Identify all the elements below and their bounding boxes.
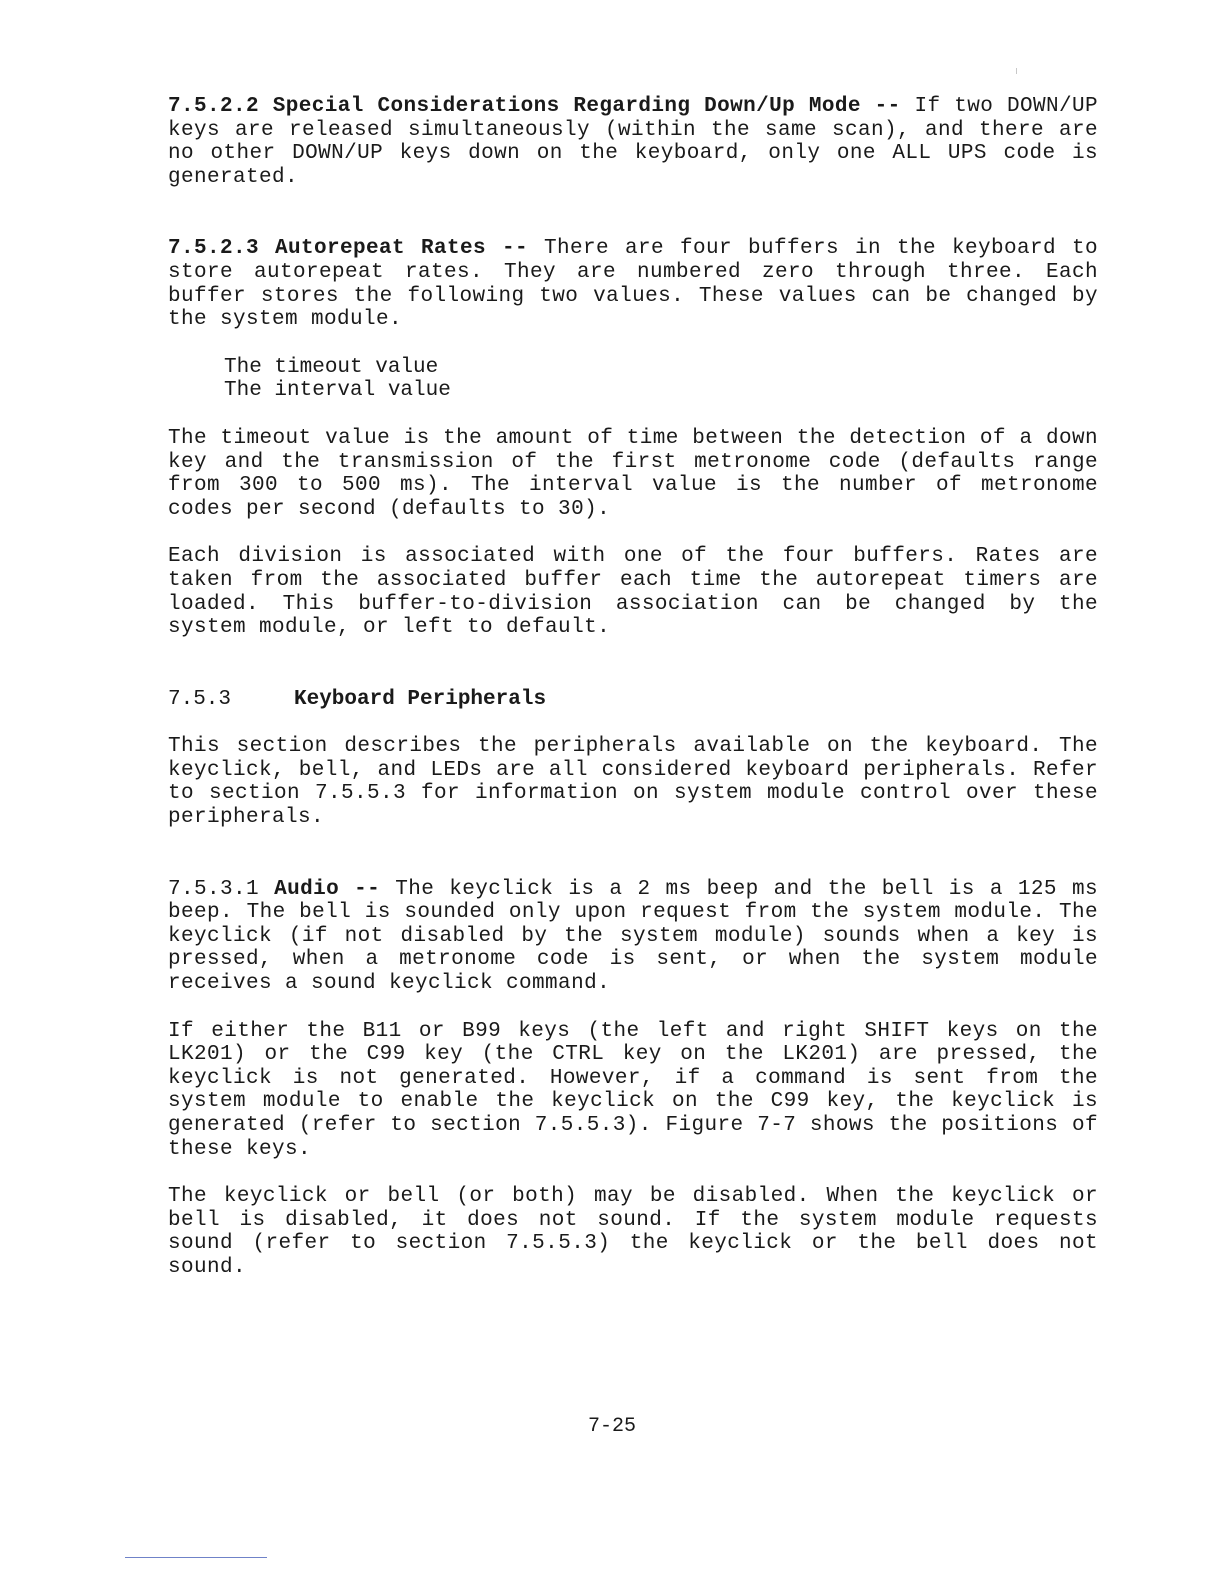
section-title: Audio --: [274, 877, 381, 901]
paragraph: If either the B11 or B99 keys (the left and right SHIFT keys on the LK201) or the C99 key (the CTRL key on the LK201) are pressed, the keyclick is not generated. However, if a command is sent from the system module to enable the keyclick on the C99 key, the keyclick is generated (refer to section 7.5.5.3). Figure 7-7 shows the positions of these keys.: [168, 1019, 1098, 1161]
scan-speck: [1016, 68, 1017, 74]
spacer: [168, 521, 1098, 545]
section-number: 7.5.2.2: [168, 95, 260, 118]
scan-edge-line: [125, 1557, 267, 1558]
spacer: [168, 403, 1098, 427]
list-item: The interval value: [224, 379, 451, 403]
spacer: [168, 830, 1098, 878]
section-7-5-2-2: [168, 95, 1098, 189]
section-7-5-3-heading: [168, 688, 1098, 712]
section-title: Autorepeat Rates --: [275, 237, 529, 261]
document-page: [168, 95, 1098, 1280]
section-body: If two DOWN/UP keys are released simultaneously (within the same scan), and there are no other DOWN/UP keys down on the keyboard, only one ALL UPS code is generated.: [168, 95, 1098, 189]
section-title: Keyboard Peripherals: [294, 687, 547, 711]
spacer: [168, 1161, 1098, 1185]
section-7-5-3-1: [168, 878, 1098, 996]
value-list: [224, 356, 1098, 403]
spacer: [168, 640, 1098, 688]
section-body: There are four buffers in the keyboard to store autorepeat rates. They are numbered zero through three. Each buffer stores the following two values. These values can be changed by the system module.: [168, 237, 1098, 332]
paragraph: This section describes the peripherals available on the keyboard. The keyclick, bell, and LEDs are all considered keyboard peripherals. Refer to section 7.5.5.3 for information on system module control over these peripherals.: [168, 735, 1098, 830]
section-number: 7.5.2.3: [168, 237, 260, 261]
page-number: 7-25: [587, 1415, 636, 1438]
spacer: [168, 996, 1098, 1020]
list-item: The timeout value: [224, 355, 439, 379]
spacer: [168, 711, 1098, 735]
paragraph: Each division is associated with one of the four buffers. Rates are taken from the associated buffer each time the autorepeat timers are loaded. This buffer-to-division association can be changed by the system module, or left to default.: [168, 545, 1098, 640]
paragraph: The keyclick or bell (or both) may be disabled. When the keyclick or bell is disabled, it does not sound. If the system module requests sound (refer to section 7.5.5.3) the keyclick or the bell does not sound.: [168, 1185, 1098, 1279]
spacer: [168, 189, 1098, 237]
section-7-5-2-3: [168, 237, 1098, 331]
spacer: [168, 332, 1098, 356]
section-number: 7.5.3: [168, 687, 232, 711]
section-title: Special Considerations Regarding Down/Up Mode --: [272, 95, 901, 118]
section-body: The keyclick is a 2 ms beep and the bell is a 125 ms beep. The bell is sounded only upon request from the system module. The keyclick (if not disabled by the system module) sounds when a key is pressed, when a metronome code is sent, or when the system module receives a sound keyclick command.: [168, 877, 1098, 996]
section-number: 7.5.3.1: [168, 877, 260, 901]
paragraph: The timeout value is the amount of time between the detection of a down key and the transmission of the first metronome code (defaults range from 300 to 500 ms). The interval value is the number of metronome codes per second (defaults to 30).: [168, 426, 1098, 521]
